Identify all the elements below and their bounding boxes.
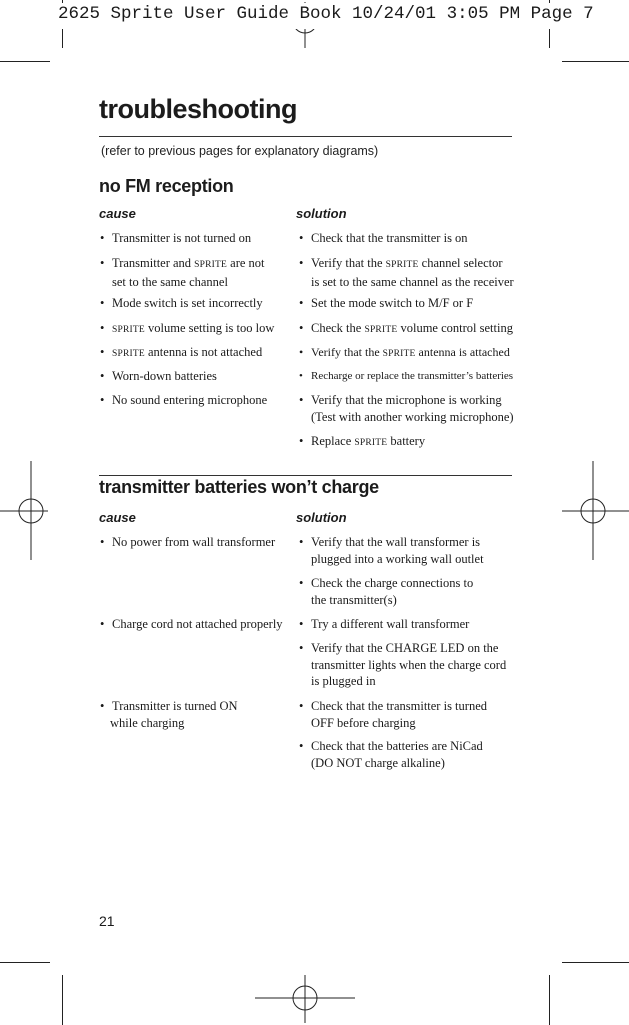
page-title: troubleshooting <box>99 94 297 124</box>
bullet: • <box>299 535 304 549</box>
bullet: • <box>100 535 105 549</box>
print-header: 2625 Sprite User Guide Book 10/24/01 3:05 PM Page 7 <box>58 3 629 29</box>
bullet: • <box>299 256 304 270</box>
solution-column-heading: solution <box>296 206 347 221</box>
cause-column-heading: cause <box>99 206 136 221</box>
bullet: • <box>299 699 304 713</box>
bullet: • <box>299 393 304 407</box>
title-divider <box>99 136 512 137</box>
brand-name: SPRITE <box>354 438 388 448</box>
bullet: • <box>299 345 304 359</box>
bullet: • <box>100 345 105 359</box>
bullet: • <box>100 256 105 270</box>
section-divider <box>99 475 512 476</box>
bullet: • <box>100 231 105 245</box>
bullet: • <box>100 393 105 407</box>
brand-name: SPRITE <box>112 349 145 359</box>
bullet: • <box>299 296 304 310</box>
page-subtitle: (refer to previous pages for explanatory diagrams) <box>101 144 379 158</box>
brand-name: SPRITE <box>112 325 145 335</box>
solution-column-heading: solution <box>296 510 347 525</box>
brand-name: SPRITE <box>194 260 228 270</box>
section-heading-no-fm-reception: no FM reception <box>99 176 234 196</box>
page-number: 21 <box>99 913 115 929</box>
bullet: • <box>299 370 303 382</box>
brand-name: SPRITE <box>385 260 419 270</box>
bullet: • <box>100 699 105 713</box>
bullet: • <box>100 617 105 631</box>
brand-name: SPRITE <box>382 349 416 359</box>
bullet: • <box>100 321 105 335</box>
bullet: • <box>299 641 304 655</box>
bullet: • <box>100 296 105 310</box>
brand-name: SPRITE <box>364 325 398 335</box>
bullet: • <box>299 576 304 590</box>
cause-column-heading: cause <box>99 510 136 525</box>
section-heading-batteries-wont-charge: transmitter batteries won’t charge <box>99 477 379 497</box>
bullet: • <box>299 739 304 753</box>
bullet: • <box>299 231 304 245</box>
bullet: • <box>299 617 304 631</box>
bullet: • <box>299 434 304 448</box>
bullet: • <box>100 369 105 383</box>
bullet: • <box>299 321 304 335</box>
